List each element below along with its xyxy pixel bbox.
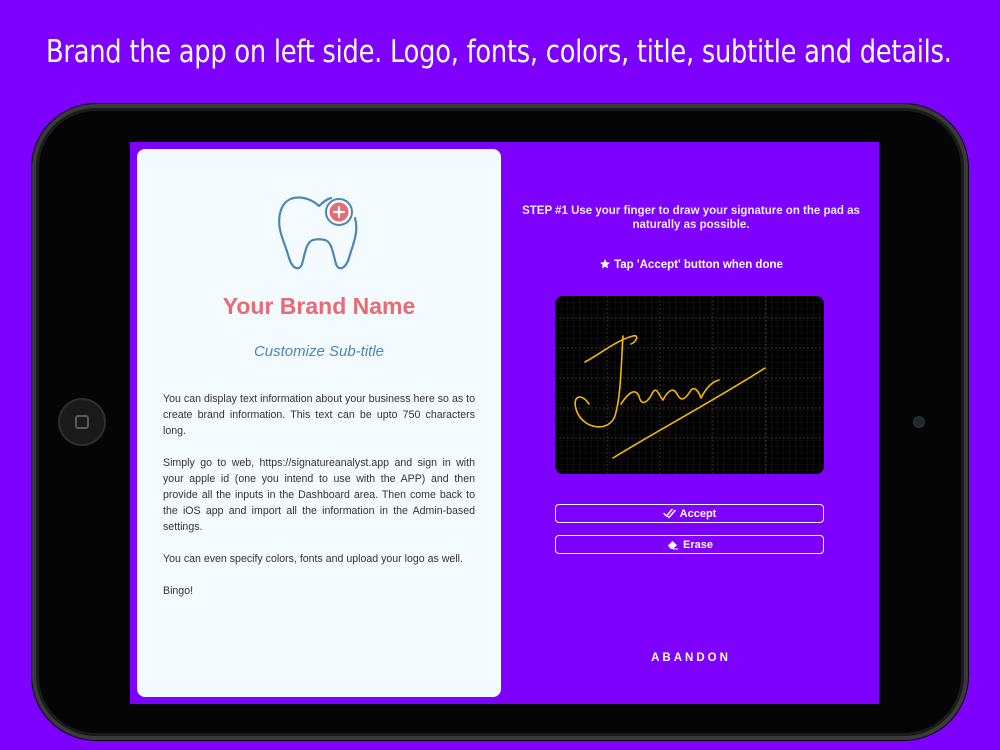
details-paragraph: You can even specify colors, fonts and upload your logo as well.	[163, 553, 463, 565]
details-paragraph: You can display text information about your business here so as to create brand information. This text can be upto 750 characters long.	[163, 393, 475, 437]
signature-canvas	[555, 296, 824, 474]
tip-line	[504, 258, 878, 271]
eraser-icon	[666, 539, 679, 550]
details-paragraph: Simply go to web, https://signatureanalyst.app and sign in with your apple id (one you intend to use with the APP) and then provide all the inputs in the Dashboard area. Then come back to the iOS app and import all the information in the Admin-based settings.	[163, 457, 475, 533]
tip-text: Tap 'Accept' button when done	[614, 259, 783, 271]
home-square-icon	[75, 415, 89, 429]
step-instruction: STEP #1 Use your finger to draw your signature on the pad as naturally as possible.	[522, 205, 860, 231]
tooth-plus-icon	[273, 184, 365, 276]
erase-label: Erase	[683, 538, 713, 551]
double-check-icon	[663, 508, 676, 519]
camera-dot	[913, 416, 925, 428]
headline: Brand the app on left side. Logo, fonts, colors, title, subtitle and details.	[46, 34, 952, 70]
brand-name: Your Brand Name	[222, 293, 416, 319]
brand-card	[137, 149, 501, 697]
brand-subtitle: Customize Sub-title	[253, 343, 385, 360]
app-screen	[130, 142, 879, 704]
accept-label: Accept	[679, 507, 717, 520]
abandon-button[interactable]: ABANDON	[651, 652, 731, 664]
erase-button[interactable]	[555, 535, 824, 554]
brand-details	[163, 391, 475, 615]
signature-pad[interactable]	[555, 296, 824, 474]
accept-button[interactable]	[555, 504, 824, 523]
star-icon	[599, 258, 611, 270]
home-button[interactable]	[58, 398, 106, 446]
details-paragraph: Bingo!	[163, 585, 194, 597]
